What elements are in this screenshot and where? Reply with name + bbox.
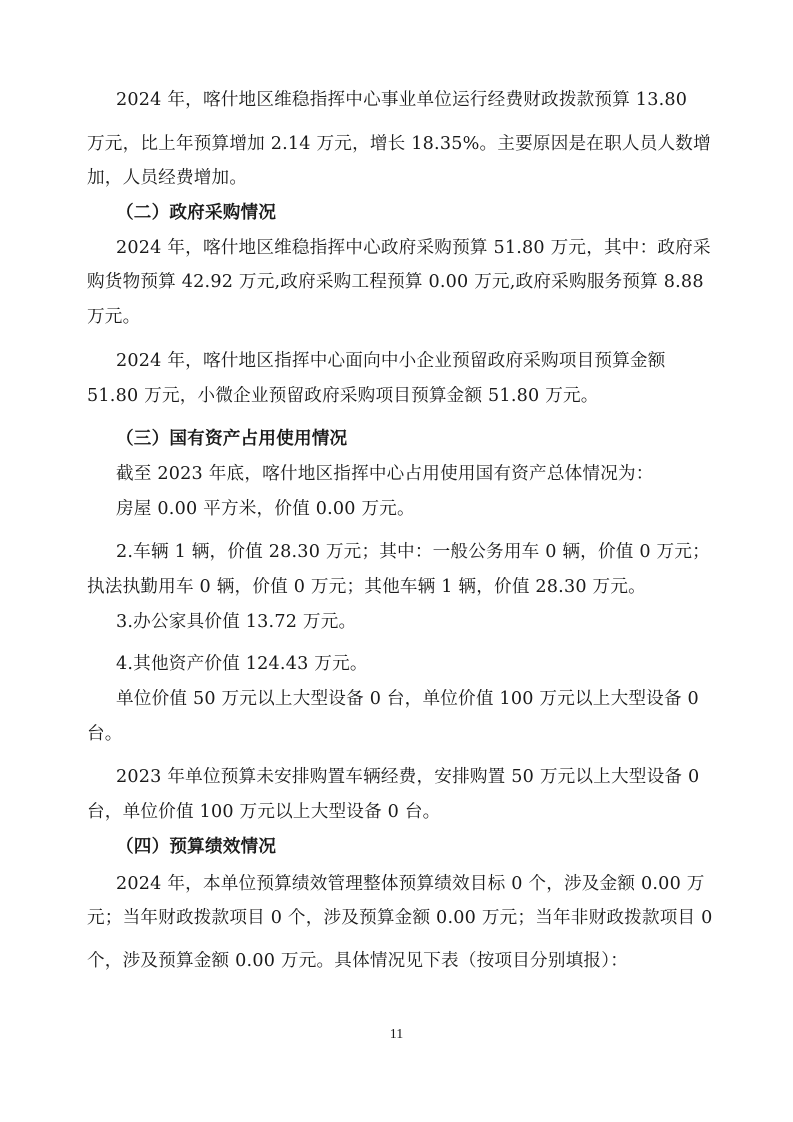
section-heading: （四）预算绩效情况 bbox=[116, 836, 277, 857]
paragraph-line: 2.车辆 1 辆，价值 28.30 万元；其中：一般公务用车 0 辆，价值 0 万元； bbox=[116, 542, 710, 562]
paragraph-line: 台，单位价值 100 万元以上大型设备 0 台。 bbox=[87, 802, 441, 822]
paragraph-line: 截至 2023 年底，喀什地区指挥中心占用使用国有资产总体情况为： bbox=[116, 464, 654, 484]
paragraph-line: 3.办公家具价值 13.72 万元。 bbox=[116, 612, 357, 632]
paragraph-line: 2024 年，本单位预算绩效管理整体预算绩效目标 0 个，涉及金额 0.00 万 bbox=[116, 874, 705, 894]
paragraph-line: 万元，比上年预算增加 2.14 万元，增长 18.35%。主要原因是在职人员人数增 bbox=[87, 134, 711, 154]
section-heading: （二）政府采购情况 bbox=[116, 202, 277, 223]
paragraph-line: 51.80 万元，小微企业预留政府采购项目预算金额 51.80 万元。 bbox=[87, 386, 599, 406]
paragraph-line: 执法执勤用车 0 辆，价值 0 万元；其他车辆 1 辆，价值 28.30 万元。 bbox=[87, 577, 646, 597]
paragraph-line: 2024 年，喀什地区维稳指挥中心政府采购预算 51.80 万元，其中：政府采 bbox=[116, 238, 711, 258]
paragraph-line: 购货物预算 42.92 万元,政府采购工程预算 0.00 万元,政府采购服务预算 8.88 bbox=[87, 272, 704, 292]
paragraph-line: 2023 年单位预算未安排购置车辆经费，安排购置 50 万元以上大型设备 0 bbox=[116, 767, 700, 787]
paragraph-line: 台。 bbox=[87, 724, 123, 744]
page-number: 11 bbox=[389, 1027, 404, 1042]
paragraph-line: 万元。 bbox=[87, 307, 141, 327]
paragraph-line: 单位价值 50 万元以上大型设备 0 台，单位价值 100 万元以上大型设备 0 bbox=[116, 689, 699, 709]
paragraph-line: 2024 年，喀什地区维稳指挥中心事业单位运行经费财政拨款预算 13.80 bbox=[116, 90, 688, 110]
paragraph-line: 2024 年，喀什地区指挥中心面向中小企业预留政府采购项目预算金额 bbox=[116, 351, 666, 371]
paragraph-line: 4.其他资产价值 124.43 万元。 bbox=[116, 654, 368, 674]
paragraph-line: 元；当年财政拨款项目 0 个，涉及预算金额 0.00 万元；当年非财政拨款项目 0 bbox=[87, 908, 713, 928]
paragraph-line: 加，人员经费增加。 bbox=[87, 168, 248, 188]
paragraph-line: 房屋 0.00 平方米，价值 0.00 万元。 bbox=[116, 499, 415, 519]
paragraph-line: 个，涉及预算金额 0.00 万元。具体情况见下表（按项目分别填报）： bbox=[87, 951, 628, 971]
section-heading: （三）国有资产占用使用情况 bbox=[116, 428, 348, 449]
